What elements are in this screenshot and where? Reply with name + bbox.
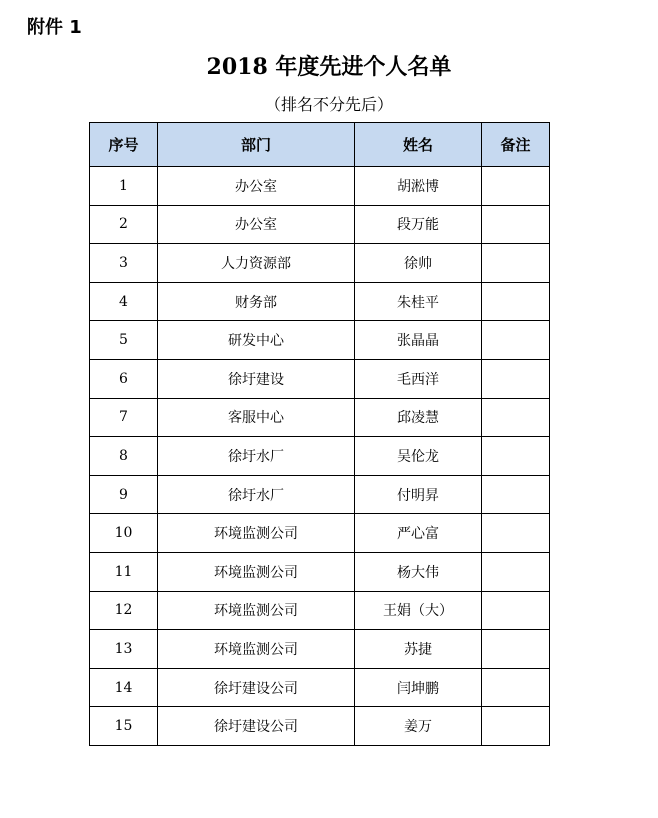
table-row — [90, 630, 550, 669]
table-row — [90, 514, 550, 553]
row-department: 环境监测公司 — [158, 514, 355, 553]
row-note — [482, 282, 550, 321]
row-note — [482, 630, 550, 669]
row-no: 14 — [90, 668, 158, 707]
row-name: 姜万 — [355, 707, 482, 746]
row-department: 财务部 — [158, 282, 355, 321]
table-row — [90, 359, 550, 398]
document-title: 2018 年度先进个人名单 — [206, 54, 452, 80]
row-note — [482, 591, 550, 630]
row-department: 环境监测公司 — [158, 591, 355, 630]
row-no: 6 — [90, 359, 158, 398]
table-row — [90, 437, 550, 476]
row-note — [482, 475, 550, 514]
row-no: 8 — [90, 437, 158, 476]
row-no: 5 — [90, 321, 158, 360]
header-note: 备注 — [482, 123, 550, 167]
header-no: 序号 — [90, 123, 158, 167]
table-row — [90, 475, 550, 514]
row-department: 人力资源部 — [158, 244, 355, 283]
row-note — [482, 205, 550, 244]
row-no: 12 — [90, 591, 158, 630]
row-note — [482, 398, 550, 437]
row-note — [482, 359, 550, 398]
table-row — [90, 282, 550, 321]
honor-roll-table — [89, 122, 550, 746]
row-note — [482, 514, 550, 553]
row-department: 徐圩水厂 — [158, 475, 355, 514]
row-department: 客服中心 — [158, 398, 355, 437]
row-no: 10 — [90, 514, 158, 553]
row-name: 毛西洋 — [355, 359, 482, 398]
document-subtitle: （排名不分先后） — [264, 95, 393, 114]
row-no: 13 — [90, 630, 158, 669]
row-name: 朱桂平 — [355, 282, 482, 321]
table-row — [90, 205, 550, 244]
row-note — [482, 552, 550, 591]
row-name: 付明昇 — [355, 475, 482, 514]
row-no: 11 — [90, 552, 158, 591]
row-no: 2 — [90, 205, 158, 244]
row-department: 办公室 — [158, 205, 355, 244]
table-row — [90, 244, 550, 283]
row-name: 胡淞博 — [355, 167, 482, 206]
row-department: 徐圩水厂 — [158, 437, 355, 476]
table-row — [90, 707, 550, 746]
row-no: 3 — [90, 244, 158, 283]
row-note — [482, 167, 550, 206]
table-row — [90, 167, 550, 206]
row-department: 研发中心 — [158, 321, 355, 360]
row-no: 15 — [90, 707, 158, 746]
header-department: 部门 — [158, 123, 355, 167]
row-name: 张晶晶 — [355, 321, 482, 360]
row-department: 办公室 — [158, 167, 355, 206]
row-no: 1 — [90, 167, 158, 206]
row-name: 徐帅 — [355, 244, 482, 283]
row-name: 闫坤鹏 — [355, 668, 482, 707]
row-name: 苏捷 — [355, 630, 482, 669]
row-note — [482, 321, 550, 360]
row-name: 杨大伟 — [355, 552, 482, 591]
table-row — [90, 321, 550, 360]
row-note — [482, 668, 550, 707]
table-row — [90, 398, 550, 437]
row-no: 4 — [90, 282, 158, 321]
header-name: 姓名 — [355, 123, 482, 167]
row-name: 段万能 — [355, 205, 482, 244]
row-name: 吴伦龙 — [355, 437, 482, 476]
attachment-label: 附件 1 — [27, 17, 82, 38]
row-department: 徐圩建设公司 — [158, 707, 355, 746]
table-row — [90, 668, 550, 707]
row-no: 9 — [90, 475, 158, 514]
row-note — [482, 244, 550, 283]
row-name: 严心富 — [355, 514, 482, 553]
table-row — [90, 591, 550, 630]
row-department: 环境监测公司 — [158, 630, 355, 669]
row-department: 环境监测公司 — [158, 552, 355, 591]
table-header-row — [90, 123, 550, 167]
row-department: 徐圩建设公司 — [158, 668, 355, 707]
table-row — [90, 552, 550, 591]
row-note — [482, 437, 550, 476]
row-no: 7 — [90, 398, 158, 437]
row-department: 徐圩建设 — [158, 359, 355, 398]
row-note — [482, 707, 550, 746]
row-name: 王娟（大） — [355, 591, 482, 630]
row-name: 邱凌慧 — [355, 398, 482, 437]
